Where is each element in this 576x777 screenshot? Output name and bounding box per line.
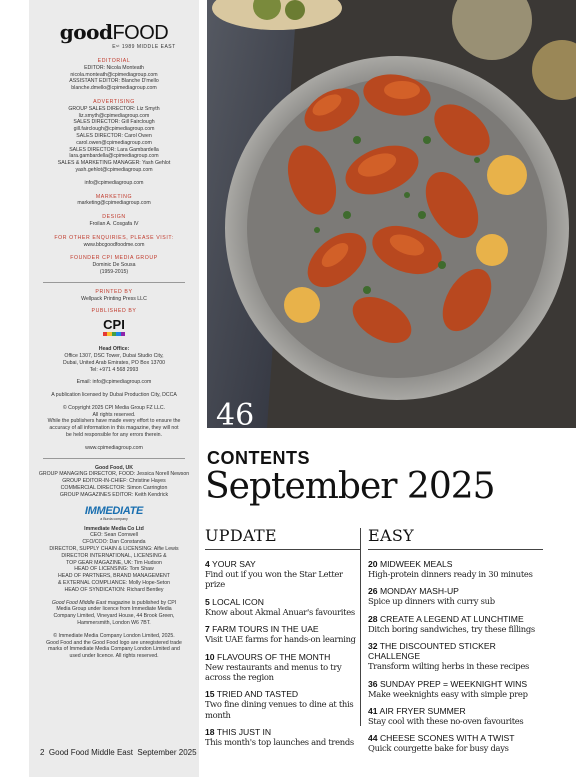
immediate-line: & EXTERNAL COMPLIANCE: Molly Hope-Seton bbox=[58, 580, 170, 587]
immediate-heading: Immediate Media Co Ltd bbox=[84, 525, 144, 532]
entry-title-text: SUNDAY PREP = WEEKNIGHT WINS bbox=[379, 678, 528, 689]
entry-title bbox=[205, 689, 360, 699]
good-food-uk-line: COMMERCIAL DIRECTOR: Simon Carrington bbox=[60, 485, 168, 492]
entry-description: Visit UAE farms for hands-on learning bbox=[205, 634, 356, 645]
good-food-logo bbox=[35, 22, 193, 43]
copyright-line: All rights reserved. bbox=[92, 411, 136, 418]
cpi-logo bbox=[35, 318, 193, 338]
trademark-line: © Immediate Media Company London Limited, 2025. bbox=[53, 632, 175, 639]
good-food-uk-line: GROUP EDITOR-IN-CHIEF: Christine Hayes bbox=[62, 478, 166, 485]
entry-page-number: 28 bbox=[368, 613, 378, 624]
advertising-heading: ADVERTISING bbox=[93, 98, 135, 105]
logo-good: good bbox=[59, 20, 113, 44]
editorial-line: EDITOR: Nicola Monteath bbox=[84, 64, 144, 71]
entry-page-number: 20 bbox=[368, 559, 378, 569]
page-footer bbox=[40, 748, 197, 757]
entry-description: Quick courgette bake for busy days bbox=[368, 743, 509, 754]
contents-entry[interactable] bbox=[205, 689, 360, 720]
entry-page-number: 15 bbox=[205, 689, 215, 700]
licence-line: A publication licensed by Dubai Production City, DCCA bbox=[51, 392, 177, 399]
founder-line: (1959-2015) bbox=[99, 268, 129, 275]
trademark-line: used under licence. All rights reserved. bbox=[69, 653, 159, 660]
entry-description: Two fine dining venues to dine at this month bbox=[205, 699, 354, 720]
advertising-line: SALES DIRECTOR: Lara Gambardella bbox=[69, 146, 159, 153]
head-office-line: Tel: +971 4 568 2993 bbox=[89, 366, 139, 373]
contents-entry[interactable] bbox=[368, 733, 543, 753]
enquiries-line: www.bbcgoodfoodme.com bbox=[83, 241, 145, 248]
logo-region: MIDDLE EAST bbox=[136, 44, 176, 50]
entry-title bbox=[368, 614, 543, 624]
entry-page-number: 18 bbox=[205, 727, 215, 738]
entry-title-text: CREATE A LEGEND AT LUNCHTIME bbox=[379, 613, 524, 624]
website-line: www.cpimediagroup.com bbox=[85, 444, 143, 451]
entry-title bbox=[205, 727, 360, 737]
contents-entry[interactable] bbox=[368, 641, 543, 671]
immediate-line: HEAD OF LICENSING: Tom Shaw bbox=[74, 566, 154, 573]
entry-description: New restaurants and menus to try across the region bbox=[205, 661, 342, 683]
trademark-line: marks of Immediate Media Company London Limited and bbox=[48, 646, 180, 653]
published-heading: PUBLISHED BY bbox=[91, 308, 137, 315]
head-office-label: Head Office: bbox=[98, 346, 130, 353]
contents-label: CONTENTS bbox=[207, 448, 310, 468]
entry-title-text: MIDWEEK MEALS bbox=[379, 559, 453, 569]
contents-entry[interactable] bbox=[368, 706, 543, 726]
footer-issue: September 2025 bbox=[137, 748, 197, 757]
copyright-line: While the publishers have made every effort to ensure the bbox=[47, 418, 181, 425]
contents-entry[interactable] bbox=[205, 559, 360, 590]
editorial-heading: EDITORIAL bbox=[97, 58, 131, 64]
advertising-line: SALES DIRECTOR: Gill Fairclough bbox=[73, 119, 155, 126]
entry-page-number: 10 bbox=[205, 651, 215, 662]
logo-food: FOOD bbox=[112, 22, 169, 44]
entry-title bbox=[368, 559, 543, 569]
divider bbox=[43, 458, 185, 459]
licence-note-line: Hammersmith, London W6 7BT. bbox=[77, 620, 151, 627]
founder-heading: FOUNDER CPI MEDIA GROUP bbox=[70, 255, 158, 262]
entry-page-number: 4 bbox=[205, 559, 210, 569]
advertising-line: carol.owen@cpimediagroup.com bbox=[76, 139, 152, 146]
update-column bbox=[205, 526, 360, 755]
entry-title bbox=[205, 652, 360, 662]
entry-page-number: 5 bbox=[205, 596, 210, 607]
feature-page-number: 46 bbox=[216, 398, 255, 428]
entry-page-number: 41 bbox=[368, 706, 378, 717]
cpi-logo-bar bbox=[103, 332, 125, 336]
entry-page-number: 44 bbox=[368, 733, 378, 744]
licence-note-line: Media Group under licence from Immediate Media bbox=[56, 606, 172, 613]
contents-entry[interactable] bbox=[205, 597, 360, 617]
marketing-line: marketing@cpimediagroup.com bbox=[77, 200, 151, 207]
entry-title bbox=[205, 559, 360, 569]
design-heading: DESIGN bbox=[102, 214, 126, 221]
trademark-line: Good Food and the Good Food logo are unregistered trade bbox=[46, 639, 182, 646]
printed-line: Wellpack Printing Press LLC bbox=[81, 295, 147, 302]
advertising-line: gill.fairclough@cpimediagroup.com bbox=[73, 126, 155, 133]
head-office-line: Office 1307, DSC Tower, Dubai Studio City, bbox=[64, 352, 164, 359]
licence-note-title: Good Food Middle East bbox=[51, 599, 107, 606]
licence-note-line: Company Limited, Vineyard House, 44 Brook Green, bbox=[53, 613, 175, 620]
cpi-logo-text: CPI bbox=[103, 317, 125, 333]
advertising-line: SALES & MARKETING MANAGER: Yash Gehlot bbox=[57, 160, 171, 167]
entry-page-number: 32 bbox=[368, 641, 378, 652]
entry-title bbox=[368, 706, 543, 716]
entry-title-text: MONDAY MASH-UP bbox=[379, 586, 459, 597]
good-food-uk-heading: Good Food, UK bbox=[94, 464, 134, 471]
contents-entry[interactable] bbox=[205, 652, 360, 683]
logo-subline bbox=[35, 44, 193, 50]
entry-title-text: LOCAL ICON bbox=[212, 596, 264, 607]
good-food-uk-line: GROUP MAGAZINES EDITOR: Keith Kendrick bbox=[59, 491, 169, 498]
advertising-line: liz.smyth@cpimediagroup.com bbox=[78, 112, 150, 119]
head-office-line: Dubai, United Arab Emirates, PO Box 13700 bbox=[62, 359, 166, 366]
entry-description: Ditch boring sandwiches, try these fillings bbox=[368, 623, 535, 634]
copyright-line: accuracy of all information in this magazine, they will not bbox=[49, 425, 179, 432]
entry-title-text: AIR FRYER SUMMER bbox=[379, 706, 466, 717]
footer-publication: Good Food Middle East bbox=[48, 748, 133, 757]
entry-title-text: YOUR SAY bbox=[212, 559, 256, 569]
entry-page-number: 7 bbox=[205, 624, 210, 635]
editorial-line: ASSISTANT EDITOR: Blanche D'mello bbox=[69, 78, 159, 85]
entry-description: Spice up dinners with curry sub bbox=[368, 596, 495, 607]
entry-title bbox=[205, 597, 360, 607]
immediate-logo-sub: a Burda company bbox=[100, 516, 128, 521]
printed-heading: PRINTED BY bbox=[95, 288, 133, 295]
logo-est: Eˢᵗ 1989 bbox=[112, 44, 135, 50]
immediate-line: HEAD OF PARTNERS, BRAND MANAGEMENT bbox=[58, 573, 170, 580]
marketing-heading: MARKETING bbox=[95, 193, 133, 200]
contents-entry[interactable] bbox=[205, 624, 360, 644]
column-divider bbox=[360, 528, 361, 726]
editorial-line: blanche.dmello@cpimediagroup.com bbox=[71, 85, 157, 92]
copyright-line: be held responsible for any errors therein. bbox=[65, 432, 163, 439]
entry-page-number: 36 bbox=[368, 678, 378, 689]
advertising-line: lara.gambardella@cpimediagroup.com bbox=[69, 153, 159, 160]
easy-heading: EASY bbox=[368, 526, 543, 550]
entry-page-number: 26 bbox=[368, 586, 378, 597]
immediate-line: DIRECTOR, SUPPLY CHAIN & LICENSING: Alfie Lewis bbox=[49, 546, 179, 553]
entry-title-text: THE DISCOUNTED STICKER CHALLENGE bbox=[368, 641, 496, 662]
divider bbox=[43, 282, 185, 283]
entry-description: This month's top launches and trends bbox=[205, 737, 354, 748]
contents-entry[interactable] bbox=[368, 559, 543, 579]
advertising-line: GROUP SALES DIRECTOR: Liz Smyth bbox=[68, 105, 160, 112]
contents-entry[interactable] bbox=[368, 614, 543, 634]
head-office-email: Email: info@cpimediagroup.com bbox=[76, 379, 152, 386]
entry-title-text: FARM TOURS IN THE UAE bbox=[212, 624, 319, 635]
immediate-line: CEO: Sean Cornwell bbox=[90, 532, 138, 539]
immediate-line: TOP GEAR MAGAZINE, UK: Tim Hudson bbox=[66, 559, 162, 566]
entry-title bbox=[368, 641, 543, 661]
entry-description: Know about Akmal Anuar's favourites bbox=[205, 606, 355, 617]
entry-description: Transform wilting herbs in these recipes bbox=[368, 661, 529, 672]
immediate-line: HEAD OF SYNDICATION: Richard Bentley bbox=[64, 586, 164, 593]
easy-column bbox=[368, 526, 543, 761]
contents-entry[interactable] bbox=[368, 586, 543, 606]
entry-title-text: FLAVOURS OF THE MONTH bbox=[216, 651, 331, 662]
immediate-line: DIRECTOR INTERNATIONAL, LICENSING & bbox=[61, 552, 167, 559]
entry-title bbox=[368, 733, 543, 743]
entry-description: High-protein dinners ready in 30 minutes bbox=[368, 569, 533, 579]
immediate-logo: IMMEDIATE bbox=[84, 504, 144, 517]
entry-title-text: THIS JUST IN bbox=[216, 727, 272, 738]
entry-description: Stay cool with these no-oven favourites bbox=[368, 716, 524, 727]
entry-title bbox=[368, 679, 543, 689]
advertising-line: yash.gehlot@cpimediagroup.com bbox=[75, 166, 153, 173]
contents-title: September 2025 bbox=[205, 466, 495, 507]
entry-title bbox=[368, 586, 543, 596]
licence-note-line: magazine is published by CPI bbox=[106, 599, 177, 606]
entry-title-text: TRIED AND TASTED bbox=[216, 689, 299, 700]
update-heading: UPDATE bbox=[205, 526, 360, 550]
food-illustration bbox=[207, 0, 576, 428]
entry-title-text: CHEESE SCONES WITH A TWIST bbox=[379, 733, 515, 744]
entry-description: Find out if you won the Star Letter prize bbox=[205, 569, 343, 590]
good-food-uk-line: GROUP MANAGING DIRECTOR, FOOD: Jessica Norell Newson bbox=[38, 471, 190, 478]
contents-entry[interactable] bbox=[205, 727, 360, 747]
copyright-line: © Copyright 2025 CPI Media Group FZ LLC. bbox=[62, 404, 166, 411]
advertising-line: SALES DIRECTOR: Carol Owen bbox=[76, 132, 152, 139]
licence-note bbox=[35, 600, 193, 607]
info-email: info@cpimediagroup.com bbox=[84, 179, 144, 186]
masthead-sidebar bbox=[29, 0, 199, 777]
contents-entry[interactable] bbox=[368, 679, 543, 699]
founder-line: Dominic De Sousa bbox=[92, 262, 136, 269]
footer-page-number: 2 bbox=[40, 748, 45, 757]
entry-title bbox=[205, 624, 360, 634]
editorial-line: nicola.monteath@cpimediagroup.com bbox=[70, 71, 158, 78]
design-line: Froilan A. Cosgafa IV bbox=[89, 220, 139, 227]
enquiries-heading: FOR OTHER ENQUIRIES, PLEASE VISIT: bbox=[54, 234, 174, 241]
entry-description: Make weeknights easy with simple prep bbox=[368, 688, 528, 699]
immediate-line: CFO/COO: Dan Constanda bbox=[82, 539, 146, 546]
chicken-platter-photo bbox=[207, 0, 576, 428]
